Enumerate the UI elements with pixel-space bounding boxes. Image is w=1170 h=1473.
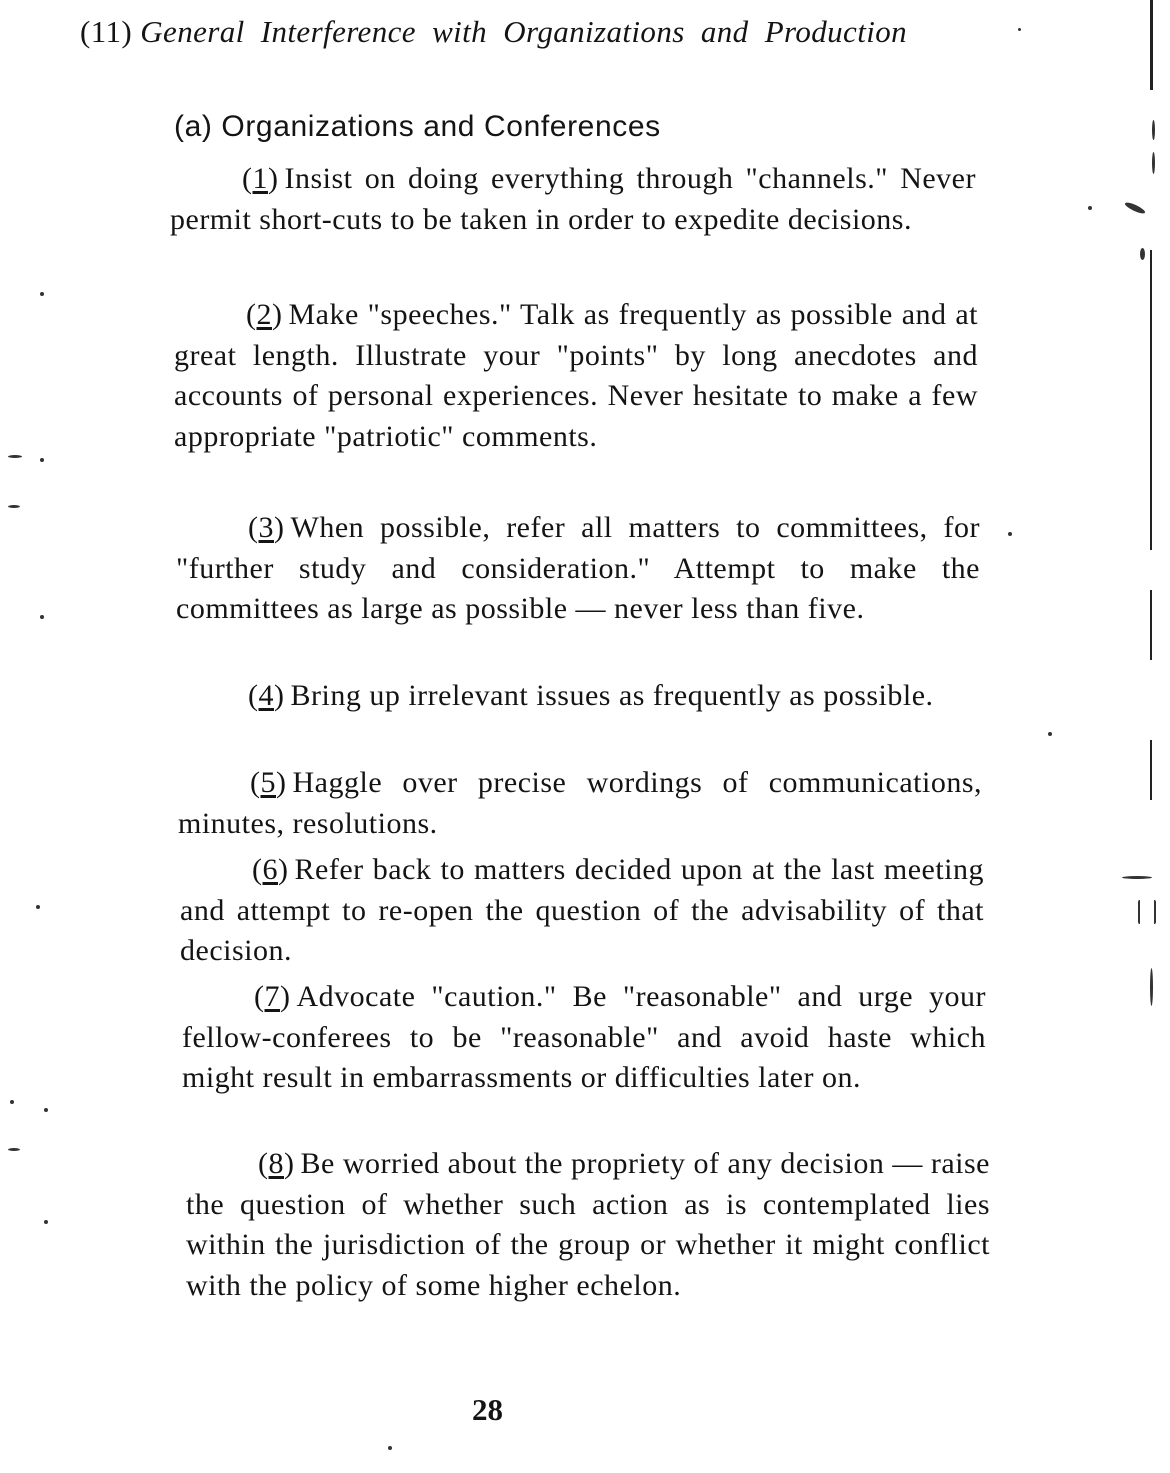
scan-speck: [8, 455, 22, 458]
scan-speck: [1122, 876, 1152, 879]
item-text: Make "speeches." Talk as frequently as possible and at great length. Illustrate your "points" by long anecdotes and accounts of personal experiences. Never hesitate to make a few appropriate "patriotic" comments.: [174, 298, 978, 453]
page-number: 28: [472, 1392, 503, 1427]
scan-speck: [1008, 532, 1012, 536]
scan-speck: [10, 1100, 14, 1104]
paragraph-item-5: [178, 763, 982, 844]
scan-speck: [1018, 28, 1021, 31]
scan-speck: [44, 1220, 48, 1224]
scan-speck: [1048, 732, 1052, 736]
item-marker: (3): [248, 511, 285, 544]
paragraph-item-3: [176, 508, 980, 630]
scan-speck: [40, 458, 44, 462]
scan-speck: [1088, 206, 1092, 210]
scan-speck: [40, 615, 44, 619]
section-title: General Interference with Organizations and Production: [140, 14, 908, 49]
item-text: When possible, refer all matters to committees, for "further study and consideration." Attempt to make the committees as large as possible — never less than five.: [176, 511, 980, 625]
scan-edge-line: [1150, 740, 1152, 800]
item-text: Insist on doing everything through "channels." Never permit short-cuts to be taken in order to expedite decisions.: [170, 162, 976, 236]
scan-speck: [36, 905, 40, 909]
scan-speck: [1124, 201, 1146, 216]
item-text: Haggle over precise wordings of communications, minutes, resolutions.: [178, 766, 982, 840]
paragraph-item-6: [180, 850, 984, 972]
paragraph-item-7: [182, 977, 986, 1099]
paragraph-item-1: [170, 159, 976, 240]
scan-speck: [1150, 968, 1153, 1006]
item-text: Bring up irrelevant issues as frequently as possible.: [290, 679, 934, 712]
scan-edge-line: [1150, 590, 1152, 660]
scan-speck: [1138, 900, 1156, 924]
section-number: (11): [80, 14, 133, 49]
scan-speck: [1152, 152, 1155, 174]
paragraph-item-8: [186, 1144, 990, 1306]
scan-edge-line: [1150, 250, 1152, 550]
subsection-heading: (a) Organizations and Conferences: [174, 110, 661, 143]
item-marker: (2): [246, 298, 283, 331]
item-marker: (4): [248, 679, 285, 712]
scan-speck: [1140, 248, 1145, 260]
item-marker: (8): [258, 1147, 295, 1180]
section-heading: [48, 10, 978, 53]
item-text: Be worried about the propriety of any decision — raise the question of whether such action as is contemplated lies within the jurisdiction of the group or whether it might conflict with the policy of some higher echelon.: [186, 1147, 990, 1302]
paragraph-item-4: [176, 676, 982, 717]
item-marker: (6): [252, 853, 289, 886]
scan-edge-line: [1150, 0, 1153, 90]
item-text: Refer back to matters decided upon at the last meeting and attempt to re-open the question of the advisability of that decision.: [180, 853, 984, 967]
item-marker: (5): [250, 766, 287, 799]
scan-speck: [1152, 120, 1155, 140]
scan-speck: [8, 1148, 20, 1151]
paragraph-item-2: [174, 295, 978, 457]
item-text: Advocate "caution." Be "reasonable" and urge your fellow-conferees to be "reasonable" and avoid haste which might result in embarrassments or difficulties later on.: [182, 980, 986, 1094]
scan-speck: [8, 505, 20, 508]
item-marker: (1): [242, 162, 279, 195]
item-marker: (7): [254, 980, 291, 1013]
scan-speck: [44, 1108, 48, 1112]
scan-speck: [40, 292, 44, 296]
scan-speck: [388, 1446, 392, 1450]
